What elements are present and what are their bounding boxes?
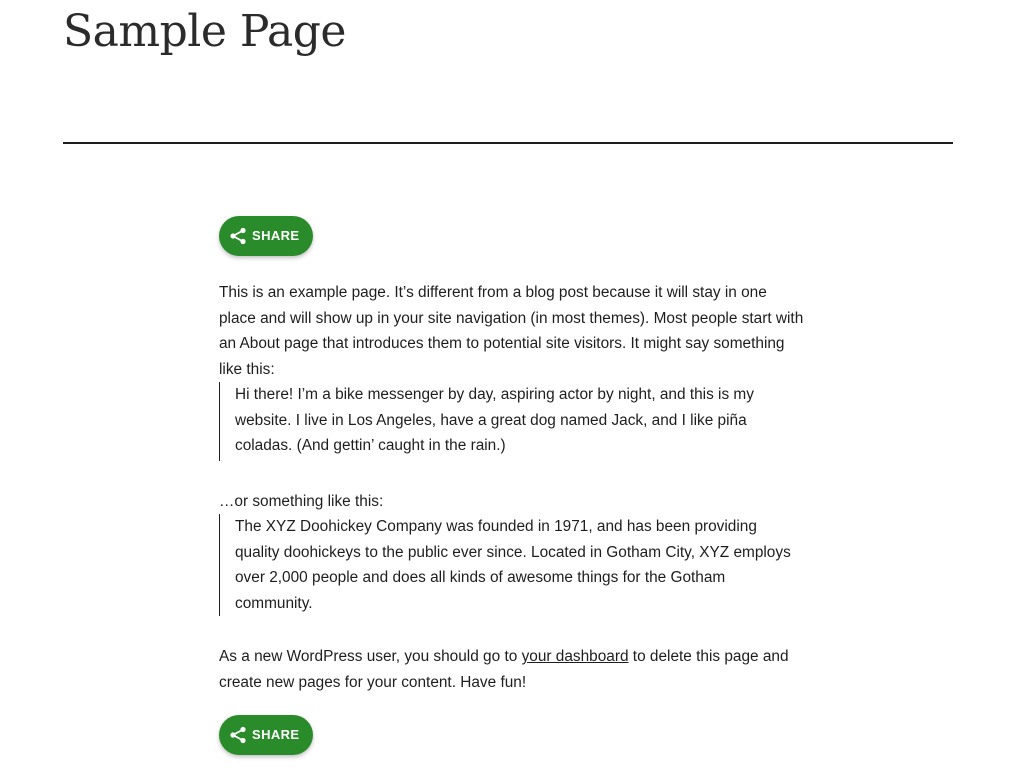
share-button-label: SHARE [252, 727, 300, 743]
share-button-bottom[interactable] [219, 715, 313, 755]
page-title: Sample Page [63, 6, 346, 57]
share-button-label: SHARE [252, 228, 300, 244]
quote-text-1: Hi there! I’m a bike messenger by day, aspiring actor by night, and this is my website. I live in Los Angeles, have a great dog named Jack, and I like piña coladas. (And gettin’ caught in the rain.) [235, 386, 754, 454]
quote-text-2: The XYZ Doohickey Company was founded in 1971, and has been providing quality doohickeys to the public ever since. Located in Gotham City, XYZ employs over 2,000 people and does all kinds of awesome things for the Gotham community. [235, 518, 791, 612]
quote-block-2 [219, 514, 804, 616]
share-icon [229, 227, 247, 245]
share-icon [229, 726, 247, 744]
intro-paragraph: This is an example page. It’s different from a blog post because it will stay in one place and will show up in your site navigation (in most themes). Most people start with an About page that introduces them to potential site visitors. It might say something like this: [219, 284, 804, 378]
share-button-top[interactable] [219, 216, 313, 256]
or-paragraph: …or something like this: [219, 492, 384, 510]
outro-paragraph [219, 644, 804, 695]
quote-block-1 [219, 382, 804, 461]
outro-text-before: As a new WordPress user, you should go to [219, 648, 522, 665]
page-content [219, 216, 804, 755]
dashboard-link[interactable]: your dashboard [521, 648, 629, 665]
outro-text-after: to delete this page and create new pages for your content. Have fun! [219, 648, 789, 691]
title-divider [63, 142, 953, 144]
